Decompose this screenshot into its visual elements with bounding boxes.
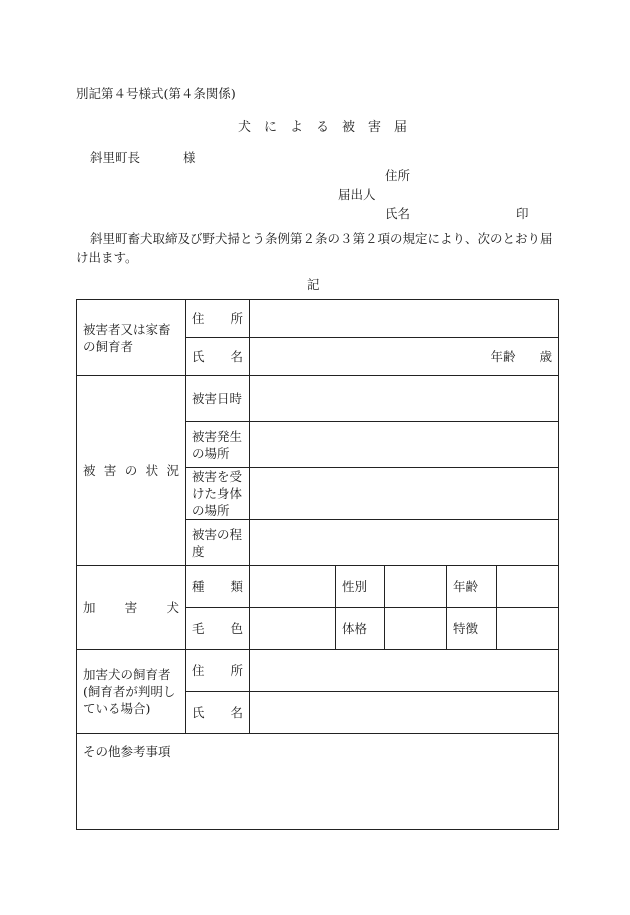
other-notes-label: その他参考事項 (83, 744, 171, 759)
ki-heading: 記 (307, 277, 320, 292)
submitter-label: 届出人 (338, 187, 376, 202)
damage-degree-label: 被害の程度 (186, 520, 250, 566)
other-notes-field[interactable] (77, 734, 559, 830)
dog-sex-label: 性別 (336, 566, 385, 608)
address-label: 住所 (385, 168, 411, 183)
age-unit: 歳 (539, 349, 553, 364)
page-title: 犬による被害届 (238, 120, 421, 135)
form-number: 別記第４号様式(第４条関係) (76, 86, 236, 101)
dog-build-label: 体格 (336, 608, 385, 650)
damage-body-label: 被害を受けた身体の場所 (186, 468, 250, 520)
damage-body-field[interactable] (250, 468, 559, 520)
owner-address-label: 住 所 (186, 650, 250, 692)
damage-datetime-label: 被害日時 (186, 376, 250, 422)
dog-age-label: 年齢 (447, 566, 497, 608)
dog-group-label: 加 害 犬 (77, 566, 186, 650)
owner-name-label: 氏 名 (186, 692, 250, 734)
dog-age-field[interactable] (497, 566, 559, 608)
owner-group-label: 加害犬の飼育者(飼育者が判明している場合) (77, 650, 186, 734)
addressee: 斜里町長 (90, 150, 141, 165)
dog-breed-field[interactable] (250, 566, 336, 608)
victim-name-field[interactable] (250, 338, 559, 376)
damage-degree-field[interactable] (250, 520, 559, 566)
dog-color-field[interactable] (250, 608, 336, 650)
name-label: 氏名 (385, 206, 411, 221)
dog-feature-label: 特徴 (447, 608, 497, 650)
seal-mark: 印 (516, 206, 529, 221)
dog-sex-field[interactable] (385, 566, 447, 608)
dog-breed-label: 種 類 (186, 566, 250, 608)
dog-color-label: 毛 色 (186, 608, 250, 650)
owner-address-field[interactable] (250, 650, 559, 692)
victim-name-label: 氏 名 (186, 338, 250, 376)
victim-address-field[interactable] (250, 300, 559, 338)
victim-address-label: 住 所 (186, 300, 250, 338)
dog-feature-field[interactable] (497, 608, 559, 650)
damage-place-field[interactable] (250, 422, 559, 468)
dog-build-field[interactable] (385, 608, 447, 650)
victim-group-label: 被害者又は家畜の飼育者 (77, 300, 186, 376)
addressee-sama: 様 (183, 150, 196, 165)
damage-group-label: 被 害 の 状 況 (77, 376, 186, 566)
damage-report-table (76, 299, 559, 830)
owner-name-field[interactable] (250, 692, 559, 734)
damage-datetime-field[interactable] (250, 376, 559, 422)
damage-place-label: 被害発生の場所 (186, 422, 250, 468)
age-label: 年齢 (490, 349, 516, 364)
intro-paragraph: 斜里町畜犬取締及び野犬掃とう条例第２条の３第２項の規定により、次のとおり届け出ます。 (76, 231, 553, 265)
